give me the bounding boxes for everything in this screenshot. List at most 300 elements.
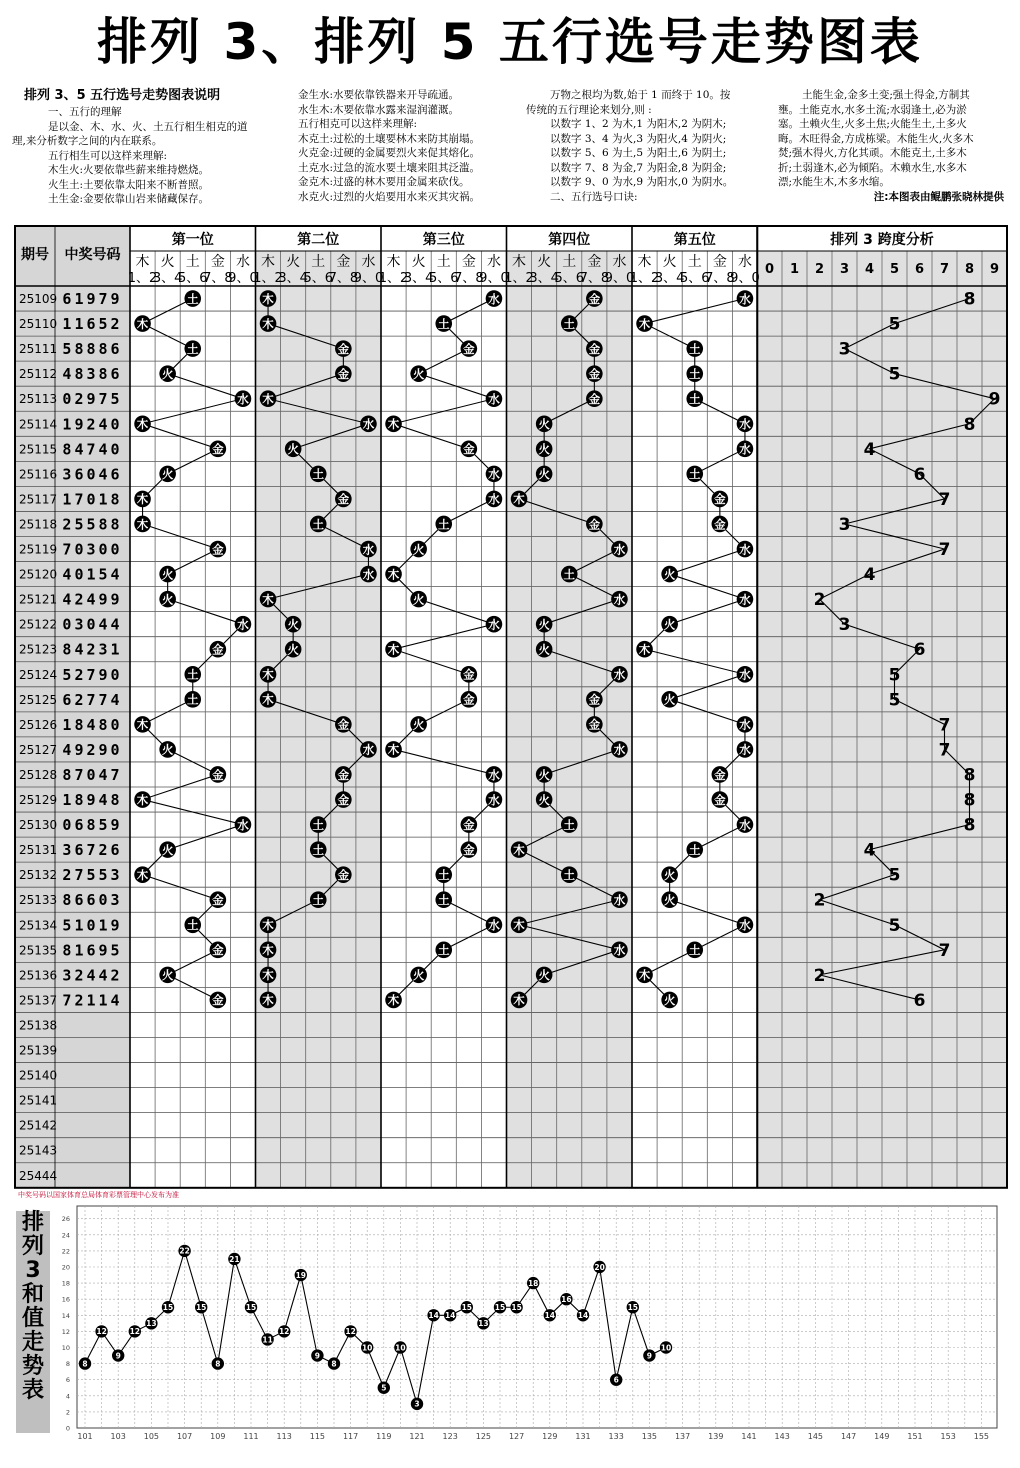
element-label: 木: [386, 254, 401, 270]
element-label: 水: [361, 254, 376, 270]
element-label: 土: [436, 254, 451, 270]
element-marker-label: 水: [739, 417, 751, 432]
element-marker-label: 火: [538, 642, 550, 657]
element-marker-label: 土: [563, 817, 575, 832]
sum-point-label: 15: [162, 1303, 174, 1313]
sum-x-tick: 145: [807, 1432, 824, 1441]
col-number-header: 中奖号码: [64, 247, 121, 263]
digit-pair-label: 5、6: [177, 271, 208, 286]
sum-point-label: 13: [146, 1319, 157, 1329]
winning-number: 36726: [62, 841, 123, 860]
digit-pair-label: 9、0: [479, 271, 509, 286]
element-marker-label: 金: [212, 943, 224, 958]
winning-number: 18480: [62, 715, 123, 734]
element-marker-label: 金: [463, 817, 475, 832]
element-marker-label: 木: [638, 642, 651, 657]
span-value: 3: [838, 339, 851, 360]
span-digit-header: 5: [889, 262, 900, 277]
element-marker-label: 水: [739, 442, 751, 457]
element-marker-label: 金: [212, 542, 224, 557]
sum-x-tick: 107: [176, 1432, 193, 1441]
digit-pair-label: 1、2: [253, 271, 283, 286]
explanation-line: 水生木:木要依靠水露来湿润灌溉。: [298, 103, 460, 116]
element-marker-label: 火: [538, 767, 550, 782]
winning-number: 11652: [62, 315, 123, 334]
sum-chart-label-char: 势: [21, 1354, 44, 1379]
element-label: 金: [336, 254, 351, 270]
sum-x-tick: 137: [674, 1432, 691, 1441]
sum-x-tick: 121: [409, 1432, 425, 1441]
sum-y-tick: 10: [61, 1344, 70, 1352]
element-marker-label: 土: [187, 667, 199, 682]
element-label: 火: [286, 254, 301, 270]
element-marker-label: 金: [337, 767, 350, 782]
sum-chart-label-char: 排: [21, 1210, 44, 1235]
element-marker-label: 木: [262, 968, 274, 983]
element-marker-label: 木: [136, 316, 149, 331]
element-marker-label: 金: [714, 492, 726, 507]
sum-point-label: 16: [561, 1295, 572, 1304]
issue-number: 25137: [19, 993, 58, 1008]
issue-number: 25133: [19, 893, 58, 908]
span-value: 7: [938, 740, 951, 761]
sum-x-tick: 127: [508, 1432, 525, 1441]
position-header: 第四位: [548, 232, 591, 248]
sum-x-tick: 155: [973, 1432, 990, 1441]
element-label: 火: [160, 254, 175, 270]
sum-point-label: 9: [314, 1351, 321, 1361]
span-value: 4: [863, 565, 876, 586]
span-value: 8: [963, 815, 976, 836]
element-marker-label: 火: [161, 467, 174, 482]
sum-x-tick: 139: [708, 1432, 724, 1441]
digit-pair-label: 3、4: [529, 271, 559, 286]
element-marker-label: 水: [739, 817, 751, 832]
element-marker-label: 水: [613, 667, 626, 682]
element-marker-label: 金: [337, 366, 350, 381]
digit-pair-label: 9、0: [353, 271, 384, 286]
winning-number: 42499: [62, 590, 123, 609]
sum-x-tick: 101: [77, 1432, 93, 1441]
sum-point-label: 11: [262, 1335, 273, 1345]
element-marker-label: 土: [438, 943, 450, 958]
element-marker-label: 火: [161, 592, 174, 607]
sum-x-tick: 123: [442, 1432, 458, 1441]
element-marker-label: 水: [488, 467, 500, 482]
issue-number: 25444: [19, 1168, 58, 1183]
element-marker-label: 水: [488, 918, 500, 933]
element-marker-label: 土: [312, 517, 324, 532]
element-label: 水: [486, 254, 501, 270]
sum-y-tick: 12: [61, 1327, 70, 1336]
issue-number: 25109: [19, 292, 58, 307]
sum-y-tick: 22: [61, 1247, 70, 1256]
element-marker-label: 金: [714, 792, 726, 807]
explanation-line: 水克火:过烈的火焰要用水来灭其灾祸。: [298, 190, 481, 203]
element-marker-label: 木: [136, 717, 149, 732]
digit-pair-label: 3、4: [152, 271, 183, 286]
element-marker-label: 金: [714, 767, 726, 782]
element-marker-label: 土: [187, 341, 199, 356]
sum-x-tick: 135: [641, 1432, 658, 1441]
explanation-line: 折;土弱逢木,必为倾陷。木赖水生,水多木: [778, 161, 967, 174]
span-header: 排列 3 跨度分析: [830, 232, 934, 248]
winning-number: 87047: [62, 765, 123, 784]
element-marker-label: 木: [262, 943, 274, 958]
explanation-line: 以数字 7、8 为金,7 为阳金,8 为阴金;: [550, 161, 727, 174]
element-marker-label: 金: [463, 692, 475, 707]
explanation-line: 以数字 1、2 为木,1 为阳木,2 为阴木;: [550, 118, 727, 130]
span-value: 4: [863, 840, 876, 861]
element-marker-label: 水: [237, 392, 249, 407]
element-marker-label: 火: [538, 417, 550, 432]
element-marker-label: 土: [312, 842, 324, 857]
element-marker-label: 金: [337, 792, 350, 807]
issue-number: 25119: [19, 542, 58, 557]
sum-x-tick: 153: [940, 1432, 956, 1441]
issue-number: 25123: [19, 642, 58, 657]
element-marker-label: 金: [463, 842, 475, 857]
span-value: 7: [938, 540, 951, 561]
digit-pair-label: 9、0: [228, 271, 258, 286]
element-marker-label: 水: [362, 542, 375, 557]
element-marker-label: 火: [161, 842, 174, 857]
element-label: 木: [637, 254, 652, 270]
element-marker-label: 火: [161, 567, 174, 582]
element-marker-label: 火: [161, 968, 174, 983]
explanation-line: 火克金:过硬的金属要烈火来促其熔化。: [298, 147, 481, 159]
element-marker-label: 木: [136, 417, 149, 432]
element-marker-label: 土: [689, 842, 701, 857]
element-marker-label: 木: [136, 492, 149, 507]
winning-number: 84740: [62, 440, 123, 459]
winning-number: 03044: [62, 615, 123, 634]
explanation-line: 万物之根均为数,始于 1 而终于 10。按: [550, 89, 731, 101]
sum-x-tick: 131: [575, 1432, 591, 1441]
element-marker-label: 水: [488, 291, 500, 306]
element-marker-label: 木: [638, 968, 651, 983]
explanation-line: 一、五行的理解: [48, 106, 122, 118]
sum-point-label: 15: [195, 1303, 207, 1313]
element-marker-label: 火: [287, 442, 299, 457]
element-marker-label: 木: [262, 316, 274, 331]
element-marker-label: 金: [337, 341, 350, 356]
sum-point-label: 15: [627, 1303, 639, 1313]
sum-point-label: 13: [478, 1319, 489, 1329]
position-band-bg: [256, 251, 382, 1188]
explanation-line: 五行相生可以这样来理解:: [48, 149, 168, 162]
sum-chart-label-char: 走: [21, 1330, 44, 1355]
issue-number: 25116: [19, 467, 58, 482]
element-marker-label: 金: [588, 517, 601, 532]
sum-x-tick: 129: [542, 1432, 558, 1441]
digit-pair-label: 3、4: [654, 271, 685, 286]
sum-point-label: 19: [295, 1270, 307, 1280]
digit-pair-label: 7、8: [203, 271, 233, 286]
sum-point-label: 8: [331, 1359, 337, 1369]
footnote: 中奖号码以国家体育总局体育彩票管理中心发布为准: [18, 1191, 179, 1199]
element-marker-label: 金: [212, 993, 224, 1008]
issue-number: 25135: [19, 943, 58, 958]
issue-number: 25141: [19, 1093, 58, 1108]
element-marker-label: 木: [387, 993, 400, 1008]
element-marker-label: 水: [362, 417, 375, 432]
element-marker-label: 木: [262, 392, 274, 407]
element-marker-label: 火: [538, 467, 550, 482]
element-marker-label: 木: [387, 742, 400, 757]
element-marker-label: 金: [212, 642, 224, 657]
issue-number: 25125: [19, 692, 58, 707]
sum-point-label: 12: [278, 1327, 290, 1337]
sum-x-tick: 151: [907, 1432, 923, 1441]
explanation-line: 土克水:过急的流水要土壤来阻其泛滥。: [298, 161, 481, 174]
span-value: 9: [988, 389, 1001, 410]
span-value: 2: [813, 890, 826, 911]
digit-pair-label: 3、4: [403, 271, 434, 286]
explanation-line: 漂;水能生木,木多水缩。: [778, 176, 890, 188]
sum-x-tick: 117: [342, 1432, 359, 1441]
winning-number: 27553: [62, 866, 123, 885]
element-marker-label: 水: [739, 291, 751, 306]
span-value: 6: [913, 464, 926, 485]
sum-y-tick: 14: [61, 1311, 70, 1320]
span-value: 7: [938, 715, 951, 736]
span-value: 5: [888, 364, 901, 385]
element-marker-label: 金: [212, 893, 224, 908]
sum-point-label: 14: [428, 1311, 439, 1321]
position-header: 第二位: [297, 232, 340, 248]
element-marker-label: 土: [689, 341, 701, 356]
element-marker-label: 水: [739, 667, 751, 682]
issue-number: 25140: [19, 1068, 58, 1083]
element-marker-label: 土: [563, 316, 575, 331]
page-title: 排列 3、排列 5 五行选号走势图表: [97, 13, 923, 71]
sum-point-label: 14: [444, 1311, 456, 1321]
element-marker-label: 水: [613, 542, 626, 557]
sum-x-tick: 133: [608, 1432, 624, 1441]
element-label: 木: [261, 254, 276, 270]
element-marker-label: 水: [739, 742, 751, 757]
sum-chart-label-char: 列: [21, 1234, 44, 1259]
explanation-line: 以数字 9、0 为水,9 为阳水,0 为阴水。: [550, 176, 734, 188]
element-marker-label: 火: [412, 592, 425, 607]
winning-number: 62774: [62, 690, 123, 709]
explanation-line: 以数字 5、6 为土,5 为阳土,6 为阴土;: [550, 147, 727, 159]
element-marker-label: 木: [262, 692, 274, 707]
span-value: 6: [913, 990, 926, 1011]
element-marker-label: 木: [387, 417, 400, 432]
span-digit-header: 9: [989, 262, 1000, 277]
span-digit-header: 8: [964, 262, 975, 277]
span-value: 3: [838, 615, 851, 636]
element-marker-label: 火: [538, 968, 550, 983]
issue-number: 25136: [19, 968, 58, 983]
sum-point-label: 12: [129, 1327, 141, 1337]
sum-y-tick: 16: [61, 1295, 70, 1304]
element-marker-label: 土: [312, 893, 324, 908]
element-marker-label: 水: [488, 767, 500, 782]
explanation-line: 金克木:过盛的林木要用金属来砍伐。: [298, 176, 470, 188]
sum-x-tick: 141: [741, 1432, 757, 1441]
element-marker-label: 金: [337, 492, 350, 507]
element-marker-label: 木: [262, 918, 274, 933]
element-marker-label: 木: [513, 993, 525, 1008]
issue-number: 25112: [19, 367, 58, 382]
span-value: 2: [813, 590, 826, 611]
element-marker-label: 火: [161, 366, 174, 381]
sum-x-tick: 103: [110, 1432, 126, 1441]
explanation-line: 传统的五行理论来划分,则 :: [526, 103, 652, 116]
element-label: 金: [461, 254, 476, 270]
sum-point-label: 10: [395, 1343, 406, 1353]
issue-number: 25134: [19, 918, 58, 933]
element-marker-label: 土: [438, 867, 450, 882]
winning-number: 36046: [62, 465, 123, 484]
sum-point-label: 22: [179, 1246, 190, 1256]
element-marker-label: 金: [714, 517, 726, 532]
explanation-line: 五行相克可以这样来理解:: [298, 118, 418, 130]
issue-number: 25138: [19, 1018, 58, 1033]
sum-y-tick: 0: [65, 1424, 70, 1433]
explanation-line: 土能生金,金多土变;强土得金,方制其: [802, 89, 970, 101]
explanation-line: 火生土:土要依靠太阳来不断普照。: [48, 178, 210, 191]
element-marker-label: 土: [563, 867, 575, 882]
element-marker-label: 水: [362, 742, 375, 757]
span-digit-header: 1: [789, 262, 800, 277]
span-digit-header: 0: [764, 262, 775, 277]
sum-x-tick: 147: [840, 1432, 857, 1441]
sum-point-label: 10: [361, 1343, 373, 1353]
explanation-line: 金生水:水要依靠铁器来开导疏通。: [298, 89, 460, 101]
sum-point-label: 12: [345, 1327, 356, 1337]
sum-chart-label-char: 和: [21, 1282, 44, 1307]
sum-y-tick: 4: [65, 1392, 70, 1401]
element-marker-label: 金: [337, 867, 350, 882]
issue-number: 25139: [19, 1043, 58, 1058]
element-marker-label: 水: [488, 792, 500, 807]
element-marker-label: 金: [588, 366, 601, 381]
element-marker-label: 土: [689, 366, 701, 381]
element-marker-label: 金: [337, 717, 350, 732]
element-marker-label: 土: [187, 291, 199, 306]
span-digit-header: 6: [914, 262, 925, 277]
winning-number: 48386: [62, 365, 123, 384]
position-header: 第一位: [171, 232, 214, 248]
sum-point-label: 15: [511, 1303, 522, 1313]
sum-point-label: 6: [613, 1375, 619, 1385]
sum-point-label: 15: [494, 1303, 506, 1313]
element-marker-label: 火: [663, 692, 676, 707]
sum-x-tick: 143: [774, 1432, 790, 1441]
span-value: 7: [938, 489, 951, 510]
sum-x-tick: 113: [276, 1432, 292, 1441]
sum-x-tick: 105: [143, 1432, 160, 1441]
winning-number: 18948: [62, 791, 123, 810]
element-marker-label: 木: [387, 642, 400, 657]
element-label: 水: [235, 254, 250, 270]
issue-number: 25117: [19, 492, 58, 507]
winning-number: 70300: [62, 540, 123, 559]
winning-number: 49290: [62, 740, 123, 759]
explanation-line: 理,来分析数字之间的内在联系。: [12, 135, 163, 147]
element-marker-label: 金: [588, 291, 601, 306]
sum-point-label: 14: [577, 1311, 589, 1321]
element-marker-label: 火: [663, 993, 676, 1008]
element-marker-label: 木: [262, 592, 274, 607]
span-value: 5: [888, 865, 901, 886]
winning-number: 25588: [62, 515, 123, 534]
element-label: 金: [210, 254, 225, 270]
element-marker-label: 火: [538, 442, 550, 457]
span-value: 3: [838, 514, 851, 535]
winning-number: 81695: [62, 941, 123, 960]
issue-number: 25127: [19, 742, 58, 757]
element-label: 土: [687, 254, 702, 270]
issue-number: 25122: [19, 617, 58, 632]
span-value: 7: [938, 940, 951, 961]
element-marker-label: 金: [212, 442, 224, 457]
element-marker-label: 木: [136, 792, 149, 807]
issue-number: 25132: [19, 868, 58, 883]
digit-pair-label: 7、8: [579, 271, 610, 286]
element-marker-label: 土: [689, 943, 701, 958]
span-value: 5: [888, 915, 901, 936]
element-marker-label: 木: [136, 517, 149, 532]
span-value: 6: [913, 640, 926, 661]
span-value: 8: [963, 790, 976, 811]
issue-number: 25130: [19, 818, 58, 833]
element-marker-label: 木: [638, 316, 651, 331]
element-marker-label: 土: [689, 467, 701, 482]
element-marker-label: 木: [513, 842, 525, 857]
element-marker-label: 火: [412, 542, 425, 557]
digit-pair-label: 5、6: [428, 271, 459, 286]
element-marker-label: 土: [187, 918, 199, 933]
element-label: 土: [185, 254, 200, 270]
element-marker-label: 火: [538, 617, 550, 632]
element-marker-label: 水: [488, 617, 500, 632]
digit-pair-label: 5、6: [554, 271, 585, 286]
winning-number: 58886: [62, 340, 123, 359]
element-marker-label: 水: [613, 592, 626, 607]
winning-number: 61979: [62, 290, 123, 309]
digit-pair-label: 9、0: [604, 271, 635, 286]
explanation-line: 焚;强木得火,方化其顽。木能克土,土多木: [778, 147, 967, 159]
sum-x-tick: 119: [376, 1432, 392, 1441]
digit-pair-label: 7、8: [328, 271, 359, 286]
sum-point-label: 9: [646, 1351, 653, 1361]
element-marker-label: 木: [387, 567, 400, 582]
explanation-line: 晦。木旺得金,方成栋梁。木能生火,火多木: [778, 132, 974, 145]
winning-number: 72114: [62, 991, 123, 1010]
element-marker-label: 金: [463, 442, 475, 457]
element-label: 木: [135, 254, 150, 270]
issue-number: 25114: [19, 417, 58, 432]
element-label: 木: [512, 254, 527, 270]
element-marker-label: 木: [136, 867, 149, 882]
span-value: 5: [888, 690, 901, 711]
element-marker-label: 火: [538, 792, 550, 807]
winning-number: 84231: [62, 640, 123, 659]
element-marker-label: 金: [588, 717, 601, 732]
element-marker-label: 木: [262, 667, 274, 682]
winning-number: 19240: [62, 415, 123, 434]
issue-number: 25111: [19, 342, 58, 357]
issue-number: 25126: [19, 717, 58, 732]
element-marker-label: 木: [262, 291, 274, 306]
element-label: 水: [612, 254, 627, 270]
digit-pair-label: 1、2: [378, 271, 409, 286]
